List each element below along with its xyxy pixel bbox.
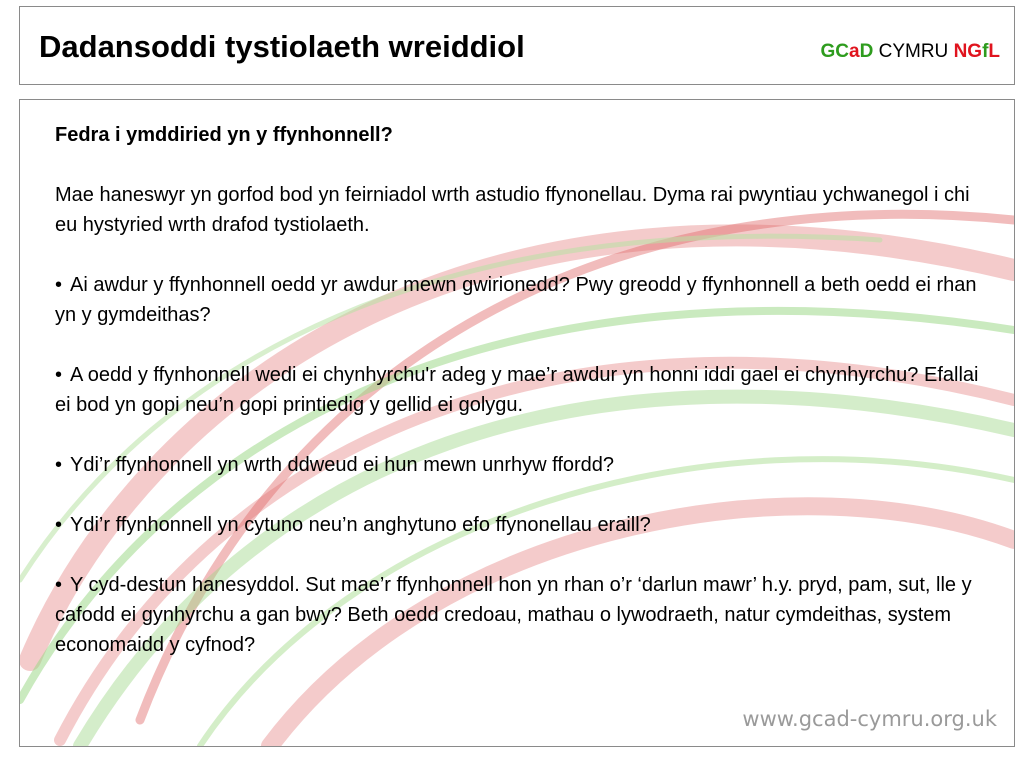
bullet-mark: • xyxy=(55,364,63,386)
bullet-mark: • xyxy=(55,274,63,296)
header-box xyxy=(19,6,1015,85)
footer-url: www.gcad-cymru.org.uk xyxy=(742,707,997,731)
bullet-text: Ai awdur y ffynhonnell oedd yr awdur mewn gwirionedd? Pwy greodd y ffynhonnell a beth oedd ei rhan yn y gymdeithas? xyxy=(55,274,977,326)
bullet-item xyxy=(55,570,985,660)
slide-body xyxy=(55,120,985,690)
brand-part-d: D xyxy=(859,41,874,62)
brand-part-f: f xyxy=(982,41,989,62)
bullet-item xyxy=(55,510,985,540)
brand-part-cymru: CYMRU xyxy=(873,41,954,62)
body-intro: Mae haneswyr yn gorfod bod yn feirniadol wrth astudio ffynonellau. Dyma rai pwyntiau ychwanegol i chi eu hystyried wrth drafod tystiolaeth. xyxy=(55,184,970,236)
bullet-mark: • xyxy=(55,454,63,476)
slide-title: Dadansoddi tystiolaeth wreiddiol xyxy=(39,29,525,64)
bullet-mark: • xyxy=(55,574,63,596)
brand-part-ng: NG xyxy=(953,41,983,62)
bullet-text: Ydi’r ffynhonnell yn wrth ddweud ei hun mewn unrhyw ffordd? xyxy=(70,454,615,476)
bullet-item xyxy=(55,360,985,420)
brand-part-gc: GC xyxy=(820,41,850,62)
brand-part-l: L xyxy=(988,41,1000,62)
content-panel xyxy=(19,99,1015,747)
bullet-mark: • xyxy=(55,514,63,536)
brand-part-a: a xyxy=(849,41,860,62)
brand-logo xyxy=(821,41,1000,63)
body-subheading: Fedra i ymddiried yn y ffynhonnell? xyxy=(55,124,393,146)
bullet-text: A oedd y ffynhonnell wedi ei chynhyrchu'r adeg y mae’r awdur yn honni iddi gael ei chynhyrchu? Efallai ei bod yn gopi neu’n gopi printiedig y gellid ei golygu. xyxy=(55,364,979,416)
bullet-text: Ydi’r ffynhonnell yn cytuno neu’n anghytuno efo ffynonellau eraill? xyxy=(70,514,651,536)
bullet-item xyxy=(55,450,985,480)
bullet-item xyxy=(55,270,985,330)
bullet-text: Y cyd-destun hanesyddol. Sut mae’r ffynhonnell hon yn rhan o’r ‘darlun mawr’ h.y. pryd, pam, sut, lle y cafodd ei gynhyrchu a gan bwy? Beth oedd credoau, mathau o lywodraeth, natur cymdeithas, system economaidd y cyfnod? xyxy=(55,574,972,656)
